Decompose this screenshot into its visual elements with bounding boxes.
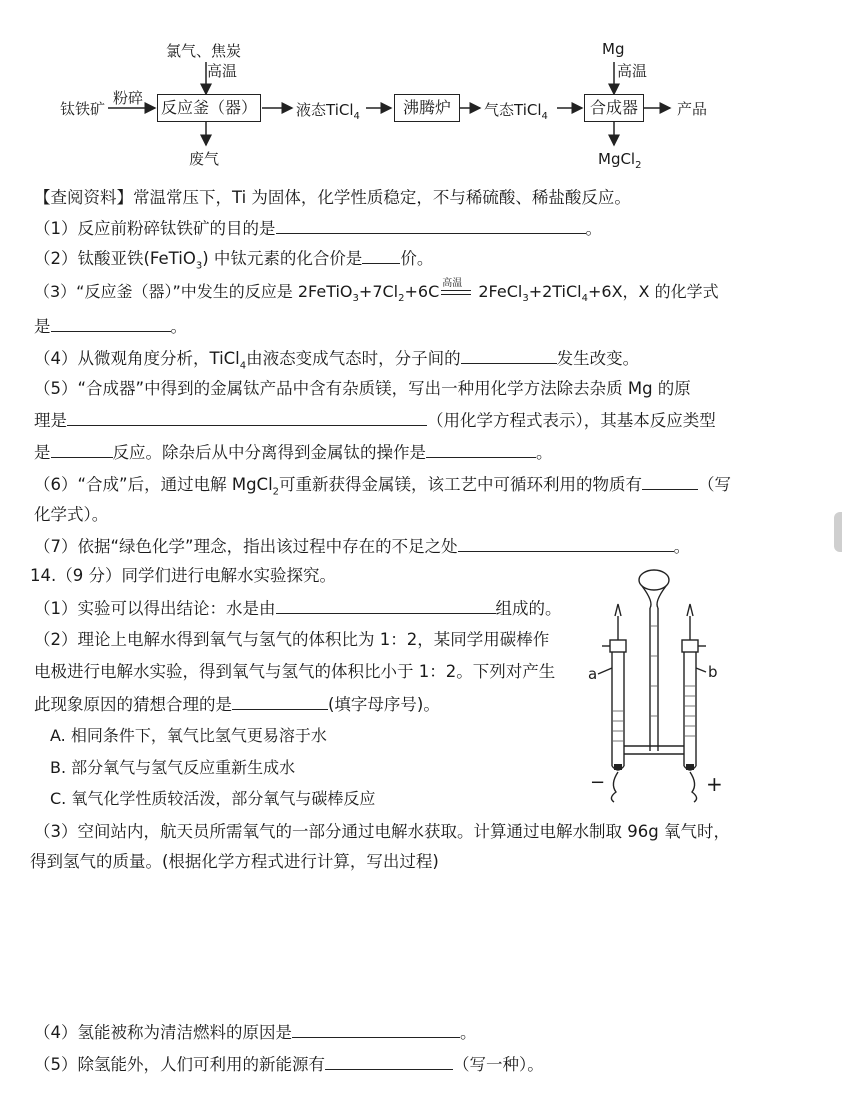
flow-waste: 废气 <box>189 150 220 168</box>
q13-6-b: 可重新获得金属镁，该工艺中可循环利用的物质有 <box>279 475 643 494</box>
q14-5-end: （写一种）。 <box>453 1055 544 1074</box>
q13-6-c: （写 <box>698 475 732 494</box>
answer-blank-q13-2[interactable] <box>362 248 400 264</box>
flow-reactor-box: 反应釜（器） <box>157 94 261 122</box>
q13-6 <box>34 474 731 502</box>
q13-5-line3-b: 反应。除杂后从中分离得到金属钛的操作是 <box>112 443 426 462</box>
flow-crush: 粉碎 <box>113 89 144 107</box>
q13-1-text: （1）反应前粉碎钛铁矿的目的是 <box>34 219 276 238</box>
q13-5-line3-a: 是 <box>34 443 51 462</box>
q13-4 <box>34 348 639 376</box>
q14-2-line3 <box>34 694 440 715</box>
q14-4-end: 。 <box>460 1023 477 1042</box>
option-b: B. 部分氧气与氢气反应重新生成水 <box>50 758 296 777</box>
q13-5-line1: （5）“合成器”中得到的金属钛产品中含有杂质镁，写出一种用化学方法除去杂质 Mg 的原 <box>34 379 691 398</box>
q13-5-line3 <box>34 442 553 463</box>
answer-blank-q13-5-operation[interactable] <box>426 442 536 458</box>
q13-3-b: +7Cl <box>358 282 399 301</box>
q13-3-f: +6X，X 的化学式 <box>588 282 719 301</box>
q13-3-c: +6C <box>404 282 440 301</box>
q13-7 <box>34 536 690 557</box>
answer-space-q14-3[interactable] <box>30 880 790 1010</box>
electrode-positive: + <box>706 772 723 796</box>
answer-blank-q13-4[interactable] <box>461 348 557 364</box>
q13-3-s3: 3 <box>522 293 529 305</box>
q14-2-line3-a: 此现象原因的猜想合理的是 <box>34 695 232 714</box>
gas-label: 气态TiCl <box>484 101 542 119</box>
answer-blank-q14-1[interactable] <box>276 598 496 614</box>
mgcl-label: MgCl <box>598 150 636 168</box>
tube-label-a: a <box>588 665 598 683</box>
page-edge-shadow <box>834 512 842 552</box>
q13-3-s1: 3 <box>352 293 359 305</box>
q13-2-sub: 3 <box>195 260 203 272</box>
q13-4-end: 发生改变。 <box>556 349 640 368</box>
q13-5-line3-end: 。 <box>536 443 553 462</box>
q14-4-text: （4）氢能被称为清洁燃料的原因是 <box>34 1023 292 1042</box>
q13-4-sub: 4 <box>239 360 247 372</box>
option-a: A. 相同条件下，氧气比氢气更易溶于水 <box>50 726 327 745</box>
answer-blank-q13-3[interactable] <box>51 316 171 332</box>
liquid-sub: 4 <box>353 111 360 122</box>
q13-2-text-a: （2）钛酸亚铁(FeTiO <box>34 249 196 268</box>
flow-boiler-box: 沸腾炉 <box>394 94 460 122</box>
gas-sub: 4 <box>541 111 548 122</box>
q13-4-b: 由液态变成气态时，分子间的 <box>246 349 461 368</box>
flow-gas-ticl4 <box>484 99 548 122</box>
flow-synth-box: 合成器 <box>584 94 644 122</box>
q14-5-text: （5）除氢能外，人们可利用的新能源有 <box>34 1055 325 1074</box>
answer-blank-q14-4[interactable] <box>292 1022 460 1038</box>
answer-blank-q13-6[interactable] <box>642 474 698 490</box>
q13-6-a: （6）“合成”后，通过电解 MgCl <box>34 475 273 494</box>
mgcl-sub: 2 <box>635 160 642 171</box>
answer-blank-q13-5-type[interactable] <box>51 442 113 458</box>
q14-4 <box>34 1022 477 1043</box>
q13-3-line2 <box>34 316 187 337</box>
q13-2-end: 价。 <box>400 249 434 268</box>
answer-blank-q13-7[interactable] <box>458 536 674 552</box>
reaction-condition: 高温 <box>442 278 463 289</box>
q14-title: 14.（9 分）同学们进行电解水实验探究。 <box>30 566 336 585</box>
electrolysis-apparatus <box>580 566 750 806</box>
q14-1 <box>34 598 562 619</box>
answer-blank-q14-2[interactable] <box>232 694 328 710</box>
q13-3-end: 。 <box>170 317 187 336</box>
flow-product: 产品 <box>677 100 708 118</box>
q13-2 <box>34 248 433 276</box>
q14-2-line1: （2）理论上电解水得到氧气与氢气的体积比为 1：2，某同学用碳棒作 <box>34 630 550 649</box>
answer-blank-q14-5[interactable] <box>325 1054 453 1070</box>
flow-condition-left: 高温 <box>207 62 238 80</box>
answer-blank-q13-5-equation[interactable] <box>67 410 427 426</box>
q13-7-text: （7）依据“绿色化学”理念，指出该过程中存在的不足之处 <box>34 537 458 556</box>
tube-label-b: b <box>708 663 718 681</box>
q13-3-line2-text: 是 <box>34 317 51 336</box>
q13-2-text-b: ) 中钛元素的化合价是 <box>202 249 363 268</box>
flow-mg: Mg <box>602 40 625 58</box>
flow-ore: 钛铁矿 <box>60 100 106 118</box>
q13-3-d: 2FeCl <box>473 282 523 301</box>
q14-1-a: （1）实验可以得出结论：水是由 <box>34 599 276 618</box>
q13-3-a: （3）“反应釜（器）”中发生的反应是 2FeTiO <box>34 282 353 301</box>
q13-6-line2: 化学式）。 <box>34 505 109 524</box>
reaction-condition-arrow <box>439 278 473 302</box>
electrode-negative: − <box>590 772 606 793</box>
flow-liquid-ticl4 <box>296 99 360 122</box>
q14-2-line3-b: (填字母序号)。 <box>328 695 440 714</box>
liquid-label: 液态TiCl <box>296 101 354 119</box>
q14-1-b: 组成的。 <box>495 599 562 618</box>
q13-7-end: 。 <box>673 537 691 556</box>
q14-3-line2: 得到氢气的质量。(根据化学方程式进行计算，写出过程) <box>30 852 439 871</box>
q13-3-s2: 2 <box>398 293 405 305</box>
q14-2-line2: 电极进行电解水实验，得到氧气与氢气的体积比小于 1：2。下列对产生 <box>34 662 556 681</box>
flow-condition-right: 高温 <box>617 62 648 80</box>
q13-3 <box>34 278 719 309</box>
q13-5-line2 <box>34 410 716 431</box>
q13-1 <box>34 218 602 239</box>
flow-mgcl2 <box>598 150 641 171</box>
q13-5-line2-b: （用化学方程式表示），其基本反应类型 <box>427 411 716 430</box>
q14-3-line1: （3）空间站内，航天员所需氧气的一部分通过电解水获取。计算通过电解水制取 96g 氧气时， <box>34 822 730 841</box>
q13-3-s4: 4 <box>581 293 588 305</box>
q13-6-sub: 2 <box>272 486 280 498</box>
answer-blank-q13-1[interactable] <box>276 218 586 234</box>
q13-3-e: +2TiCl <box>528 282 582 301</box>
reference-info: 【查阅资料】常温常压下，Ti 为固体，化学性质稳定，不与稀硫酸、稀盐酸反应。 <box>34 188 631 207</box>
q13-1-end: 。 <box>585 219 602 238</box>
flow-input-reagents: 氯气、焦炭 <box>166 42 242 60</box>
q14-5 <box>34 1054 544 1075</box>
option-c: C. 氧气化学性质较活泼，部分氧气与碳棒反应 <box>50 789 376 808</box>
q13-4-a: （4）从微观角度分析，TiCl <box>34 349 240 368</box>
q13-5-line2-a: 理是 <box>34 411 67 430</box>
